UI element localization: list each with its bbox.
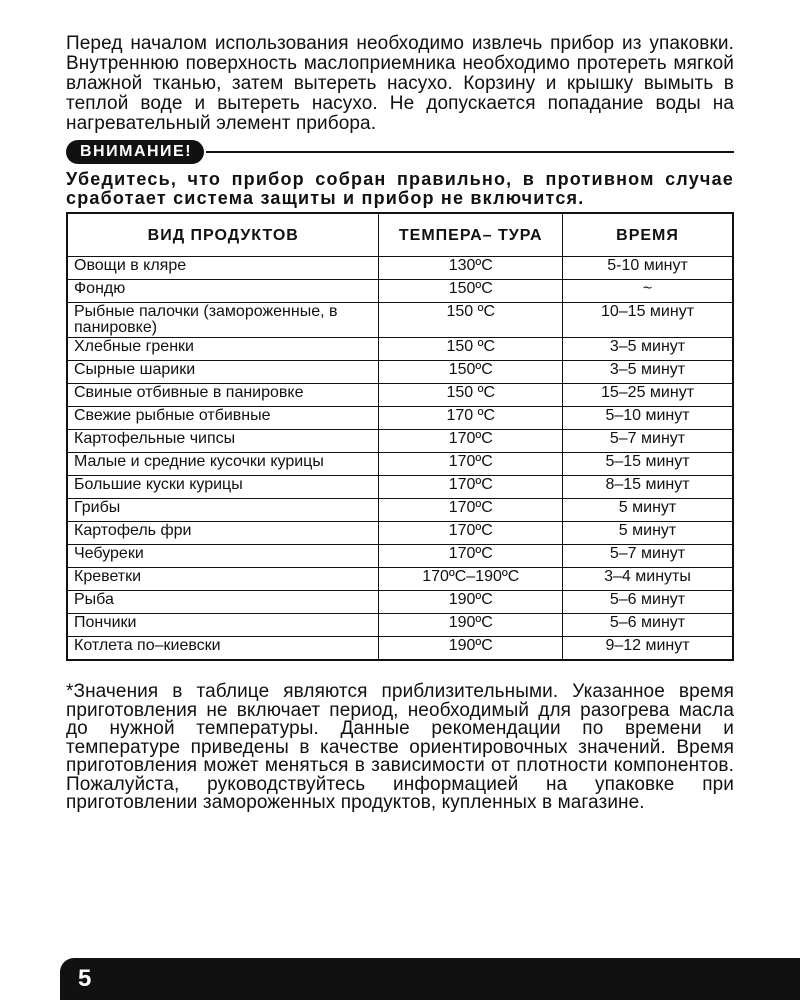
intro-paragraph: Перед началом использования необходимо извлечь прибор из упаковки. Внутреннюю поверхность маслоприемника необходимо протереть мягкой влажной тканью, затем вытереть насухо. Корзину и крышку вымыть в теплой воде и вытереть насухо. Не допускается попадание воды на нагревательный элемент прибора. (66, 33, 734, 134)
cell-product: Хлебные гренки (67, 338, 379, 361)
cell-product: Пончики (67, 614, 379, 637)
cell-temperature: 170ºC (379, 476, 563, 499)
cell-product: Фондю (67, 280, 379, 303)
cell-temperature: 150 ºC (379, 303, 563, 338)
cooking-table (66, 212, 734, 661)
cell-temperature: 150 ºC (379, 384, 563, 407)
attention-header (66, 140, 734, 164)
table-row (67, 257, 733, 280)
cell-time: 5-10 минут (563, 257, 733, 280)
table-row (67, 545, 733, 568)
cell-time: 5–15 минут (563, 453, 733, 476)
page-content (66, 34, 734, 813)
cell-temperature: 170 ºC (379, 407, 563, 430)
cell-product: Свежие рыбные отбивные (67, 407, 379, 430)
table-row (67, 361, 733, 384)
table-header-row (67, 213, 733, 257)
cell-product: Картофельные чипсы (67, 430, 379, 453)
cell-product: Рыба (67, 591, 379, 614)
cell-temperature: 170ºC (379, 545, 563, 568)
table-row (67, 568, 733, 591)
cell-temperature: 190ºC (379, 614, 563, 637)
table-row (67, 280, 733, 303)
cell-time: ~ (563, 280, 733, 303)
cell-product: Картофель фри (67, 522, 379, 545)
cell-time: 5 минут (563, 522, 733, 545)
cell-time: 3–4 минуты (563, 568, 733, 591)
cell-time: 10–15 минут (563, 303, 733, 338)
table-row (67, 499, 733, 522)
table-row (67, 430, 733, 453)
cell-temperature: 150 ºC (379, 338, 563, 361)
cell-time: 5 минут (563, 499, 733, 522)
cell-time: 5–6 минут (563, 591, 733, 614)
warning-paragraph: Убедитесь, что прибор собран правильно, в противном случае сработает система защиты и прибор не включится. (66, 169, 734, 208)
table-row (67, 407, 733, 430)
attention-badge: ВНИМАНИЕ! (66, 140, 204, 164)
footer-bar (60, 958, 800, 1000)
table-body (67, 257, 733, 661)
cell-time: 3–5 минут (563, 361, 733, 384)
cell-product: Котлета по–киевски (67, 637, 379, 661)
cell-time: 5–7 минут (563, 430, 733, 453)
page-number: 5 (78, 965, 92, 992)
footnote-paragraph: *Значения в таблице являются приблизительными. Указанное время приготовления не включает период, необходимый для разогрева масла до нужной температуры. Данные рекомендации по времени и температуре приведены в качестве ориентировочных значений. Время приготовления может меняться в зависимости от плотности компонентов. Пожалуйста, руководствуйтесь информацией на упаковке при приготовлении замороженных продуктов, купленных в магазине. (66, 681, 734, 813)
cell-temperature: 170ºC (379, 453, 563, 476)
header-time: ВРЕМЯ (563, 213, 733, 257)
cell-product: Рыбные палочки (замороженные, в панировке) (67, 303, 379, 338)
cell-product: Большие куски курицы (67, 476, 379, 499)
cell-time: 15–25 минут (563, 384, 733, 407)
cell-product: Грибы (67, 499, 379, 522)
table-row (67, 303, 733, 338)
attention-divider (206, 151, 734, 153)
table-row (67, 384, 733, 407)
table-row (67, 453, 733, 476)
cell-product: Овощи в кляре (67, 257, 379, 280)
cell-time: 3–5 минут (563, 338, 733, 361)
table-row (67, 614, 733, 637)
cell-temperature: 170ºC (379, 430, 563, 453)
cell-product: Сырные шарики (67, 361, 379, 384)
table-row (67, 476, 733, 499)
cell-time: 5–7 минут (563, 545, 733, 568)
cell-product: Свиные отбивные в панировке (67, 384, 379, 407)
cell-temperature: 170ºC–190ºC (379, 568, 563, 591)
header-product: ВИД ПРОДУКТОВ (67, 213, 379, 257)
cell-time: 9–12 минут (563, 637, 733, 661)
cell-temperature: 170ºC (379, 499, 563, 522)
cell-product: Чебуреки (67, 545, 379, 568)
cell-temperature: 150ºC (379, 280, 563, 303)
cell-temperature: 190ºC (379, 637, 563, 661)
cell-temperature: 190ºC (379, 591, 563, 614)
table-row (67, 591, 733, 614)
cell-temperature: 130ºC (379, 257, 563, 280)
cell-time: 5–10 минут (563, 407, 733, 430)
table-row (67, 522, 733, 545)
table-row (67, 338, 733, 361)
cell-temperature: 150ºC (379, 361, 563, 384)
cell-product: Малые и средние кусочки курицы (67, 453, 379, 476)
cell-time: 8–15 минут (563, 476, 733, 499)
cell-time: 5–6 минут (563, 614, 733, 637)
header-temperature: ТЕМПЕРА– ТУРА (379, 213, 563, 257)
cell-temperature: 170ºC (379, 522, 563, 545)
cell-product: Креветки (67, 568, 379, 591)
table-row (67, 637, 733, 661)
